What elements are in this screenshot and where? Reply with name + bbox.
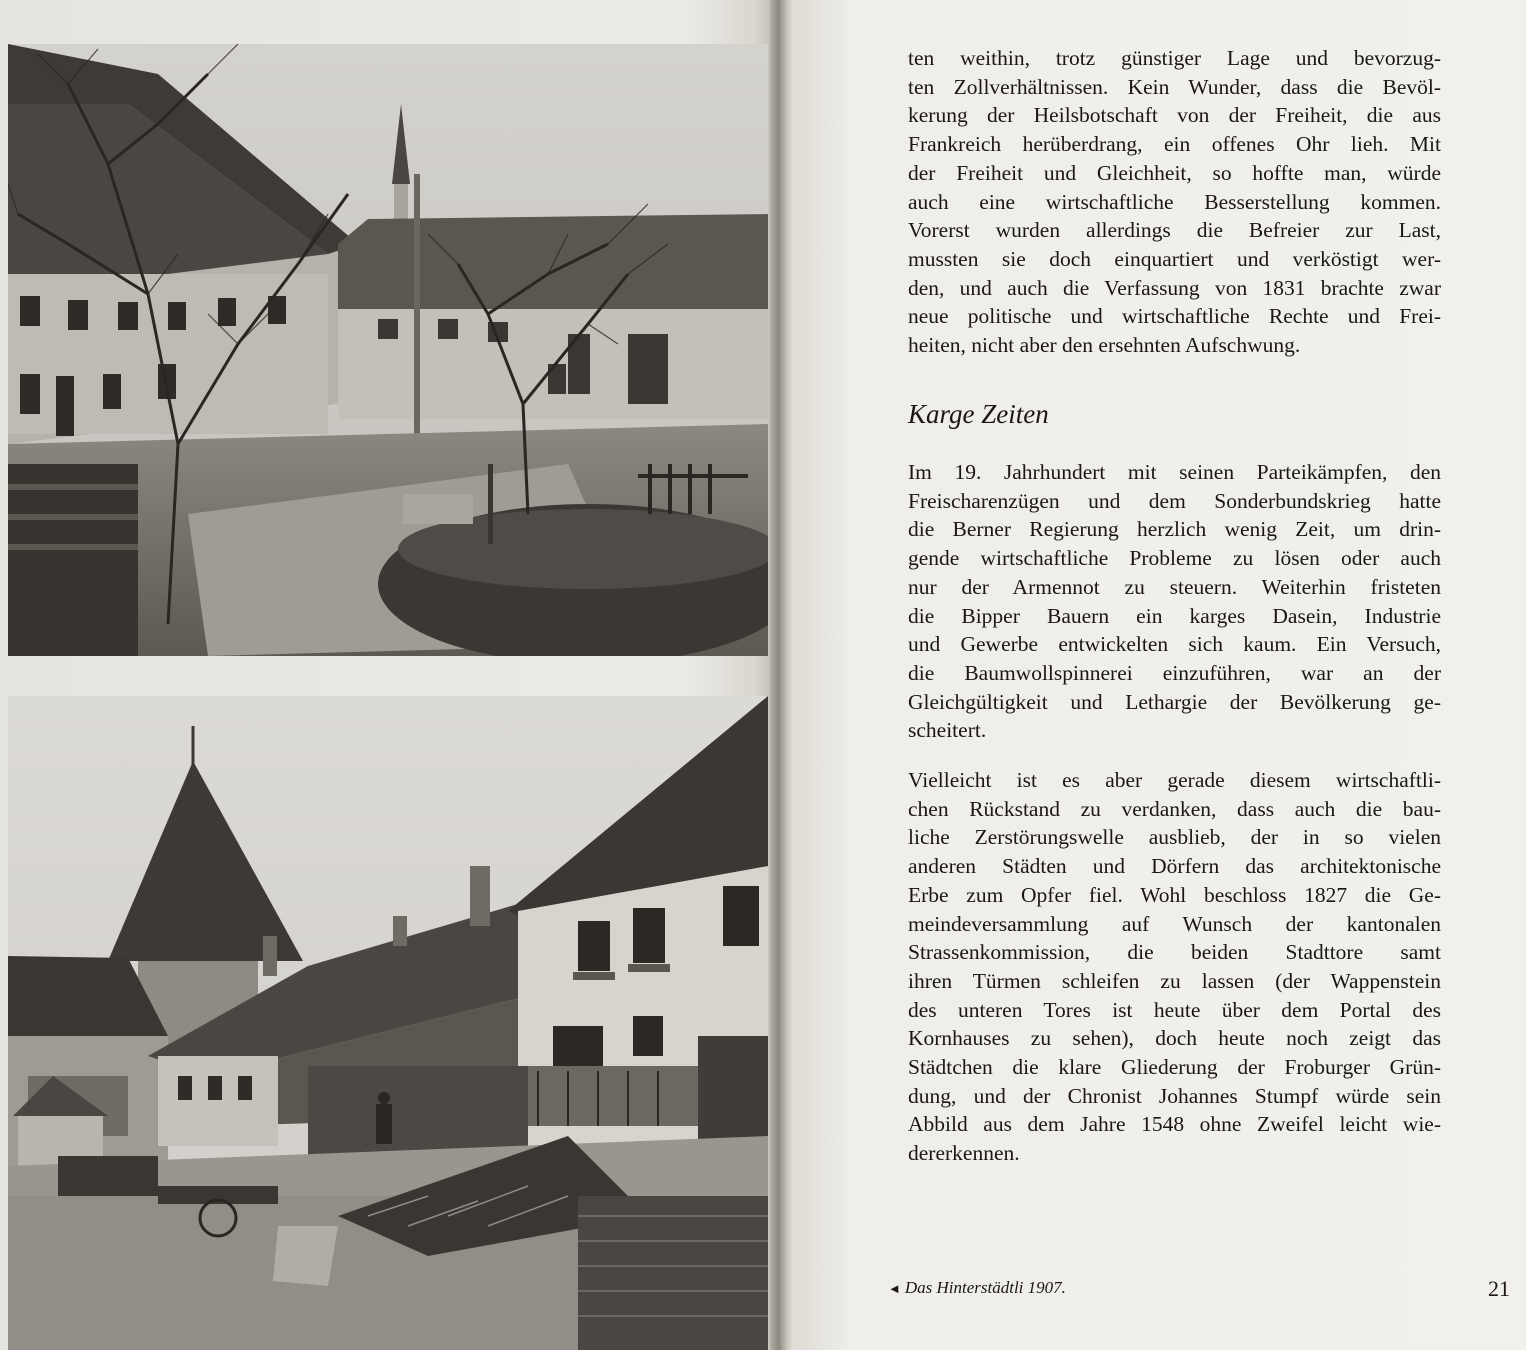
photo-village-courtyard-image [8,44,768,656]
photo-village-courtyard [8,44,768,656]
text-line: Vorerst wurden allerdings die Befreier zur Last, [908,218,1441,243]
text-line: heiten, nicht aber den ersehnten Aufschwung. [908,333,1301,358]
section-heading: Karge Zeiten [908,399,1049,429]
text-line: Kornhauses zu sehen), doch heute noch zeigt das [908,1026,1441,1051]
caption-text: Das Hinterstädtli 1907. [904,1278,1066,1297]
left-arrow-icon: ◄ [888,1281,901,1296]
paragraph-19-jahrhundert [908,458,1441,745]
text-line: dererkennen. [908,1141,1020,1166]
text-line: Gleichgültigkeit und Lethargie der Bevölkerung ge- [908,689,1441,714]
text-line: die Baumwollspinnerei einzuführen, war an der [908,660,1441,685]
text-line: Abbild aus dem Jahre 1548 ohne Zweifel leicht wie- [908,1112,1441,1137]
text-line: liche Zerstörungswelle ausblieb, der in so vielen [908,825,1441,850]
text-line: Strassenkommission, die beiden Stadttore samt [908,940,1441,965]
text-line: ten weithin, trotz günstiger Lage und bevorzug- [908,46,1441,70]
text-line: scheitert. [908,718,987,743]
text-line: kerung der Heilsbotschaft von der Freiheit, die aus [908,103,1441,128]
text-line: chen Rückstand zu verdanken, dass auch die bau- [908,796,1441,821]
photo-hinterstaedtli-image [8,696,768,1350]
text-line: anderen Städten und Dörfern das architektonische [908,854,1441,879]
text-line: die Bipper Bauern ein karges Dasein, Industrie [908,603,1441,628]
text-line: Erbe zum Opfer fiel. Wohl beschloss 1827 die Ge- [908,882,1441,907]
text-line: des unteren Tores ist heute über dem Portal des [908,997,1441,1022]
page-number: 21 [1488,1276,1510,1301]
text-line: Im 19. Jahrhundert mit seinen Parteikämpfen, den [908,460,1441,484]
text-line: dung, und der Chronist Johannes Stumpf würde sein [908,1083,1441,1108]
paragraph-freiheit [908,44,1441,360]
paragraph-rueckstand [908,766,1441,1168]
text-line: der Freiheit und Gleichheit, so hoffte man, würde [908,160,1441,185]
text-line: auch eine wirtschaftliche Besserstellung kommen. [908,189,1441,214]
text-line: meindeversammlung auf Wunsch der kantonalen [908,911,1441,936]
text-line: und Gewerbe entwickelten sich kaum. Ein Versuch, [908,632,1441,657]
text-line: ihren Türmen schleifen zu lassen (der Wappenstein [908,968,1441,993]
text-line: ten Zollverhältnissen. Kein Wunder, dass die Bevöl- [908,74,1441,99]
text-line: Vielleicht ist es aber gerade diesem wirtschaftli- [908,768,1441,792]
text-line: nur der Armennot zu steuern. Weiterhin fristeten [908,574,1441,599]
text-line: Freischarenzügen und dem Sonderbundskrieg hatte [908,488,1441,513]
photo-hinterstaedtli [8,696,768,1350]
text-line: neue politische und wirtschaftliche Rechte und Frei- [908,304,1441,329]
text-line: den, und auch die Verfassung von 1831 brachte zwar [908,275,1441,300]
text-line: mussten sie doch einquartiert und verköstigt wer- [908,246,1441,271]
text-line: Städtchen die klare Gliederung der Froburger Grün- [908,1055,1441,1080]
photo-caption [888,1278,1066,1298]
text-line: Frankreich herüberdrang, ein offenes Ohr lieh. Mit [908,132,1441,157]
text-line: gende wirtschaftliche Probleme zu lösen oder auch [908,546,1441,571]
text-line: die Berner Regierung herzlich wenig Zeit, um drin- [908,517,1441,542]
book-gutter [770,0,794,1350]
